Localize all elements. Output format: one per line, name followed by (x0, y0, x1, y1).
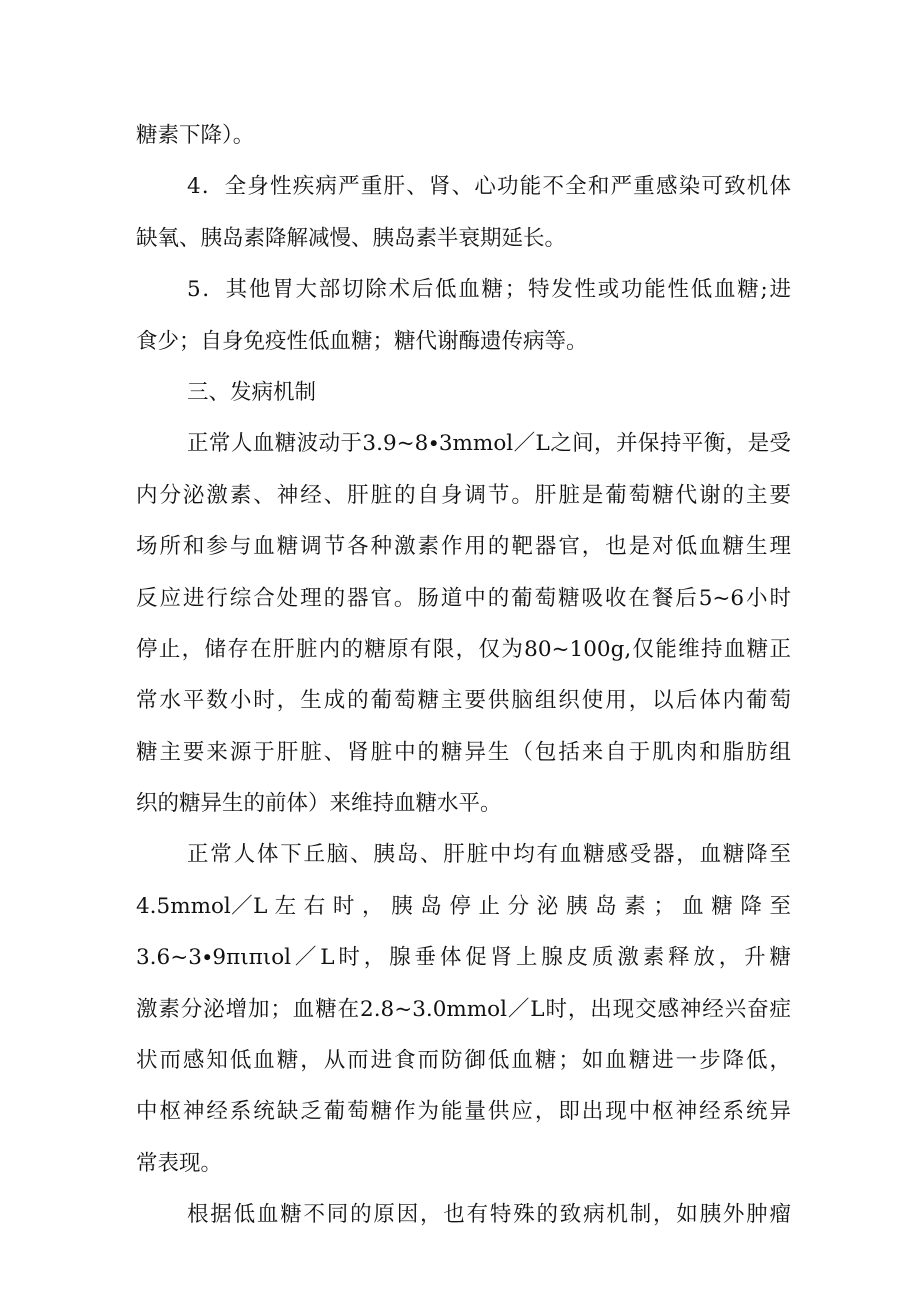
text-line: 根据低血糖不同的原因，也有特殊的致病机制，如胰外肿瘤 (187, 1202, 791, 1228)
text-line: 3.6~3∙9πιπιol／L时，腺垂体促肾上腺皮质激素释放，升糖 (136, 945, 791, 971)
text-line: 常表现。 (136, 1150, 223, 1176)
text-line: 内分泌激素、神经、肝脏的自身调节。肝脏是葡萄糖代谢的主要 (136, 482, 791, 508)
text-line: 正常人血糖波动于3.9~8∙3mmol／L之间，并保持平衡，是受 (187, 431, 791, 457)
text-line: 正常人体下丘脑、胰岛、肝脏中均有血糖感受器，血糖降至 (187, 842, 791, 868)
text-line: 状而感知低血糖，从而进食而防御低血糖；如血糖进一步降低， (136, 1048, 791, 1074)
text-line: 反应进行综合处理的器官。肠道中的葡萄糖吸收在餐后5~6小时 (136, 585, 791, 611)
text-line: 缺氧、胰岛素降解减慢、胰岛素半衰期延长。 (136, 225, 567, 251)
text-line: 4.5mmol／L 左 右 时 ， 胰 岛 停 止 分 泌 胰 岛 素 ； 血 糖 降 至 (136, 893, 791, 919)
text-line: 糖主要来源于肝脏、肾脏中的糖异生（包括来自于肌肉和脂肪组 (136, 739, 791, 765)
text-line: 中枢神经系统缺乏葡萄糖作为能量供应，即出现中枢神经系统异 (136, 1099, 791, 1125)
text-line: 4．全身性疾病严重肝、肾、心功能不全和严重感染可致机体 (187, 174, 791, 200)
text-line: 三、发病机制 (187, 379, 317, 405)
text-line: 激素分泌增加；血糖在2.8~3.0mmol／L时，出现交感神经兴奋症 (136, 996, 791, 1022)
text-line: 场所和参与血糖调节各种激素作用的靶器官，也是对低血糖生理 (136, 534, 791, 560)
text-line: 常水平数小时，生成的葡萄糖主要供脑组织使用，以后体内葡萄 (136, 688, 791, 714)
text-line: 糖素下降）。 (136, 123, 255, 148)
text-line: 停止，储存在肝脏内的糖原有限，仅为80~100g,仅能维持血糖正 (136, 636, 791, 662)
text-line: 织的糖异生的前体）来维持血糖水平。 (136, 791, 502, 817)
text-line: 食少；自身免疫性低血糖；糖代谢酶遗传病等。 (136, 328, 588, 354)
document-body (136, 110, 791, 1241)
text-line: 5．其他胃大部切除术后低血糖；特发性或功能性低血糖;进 (187, 277, 791, 303)
